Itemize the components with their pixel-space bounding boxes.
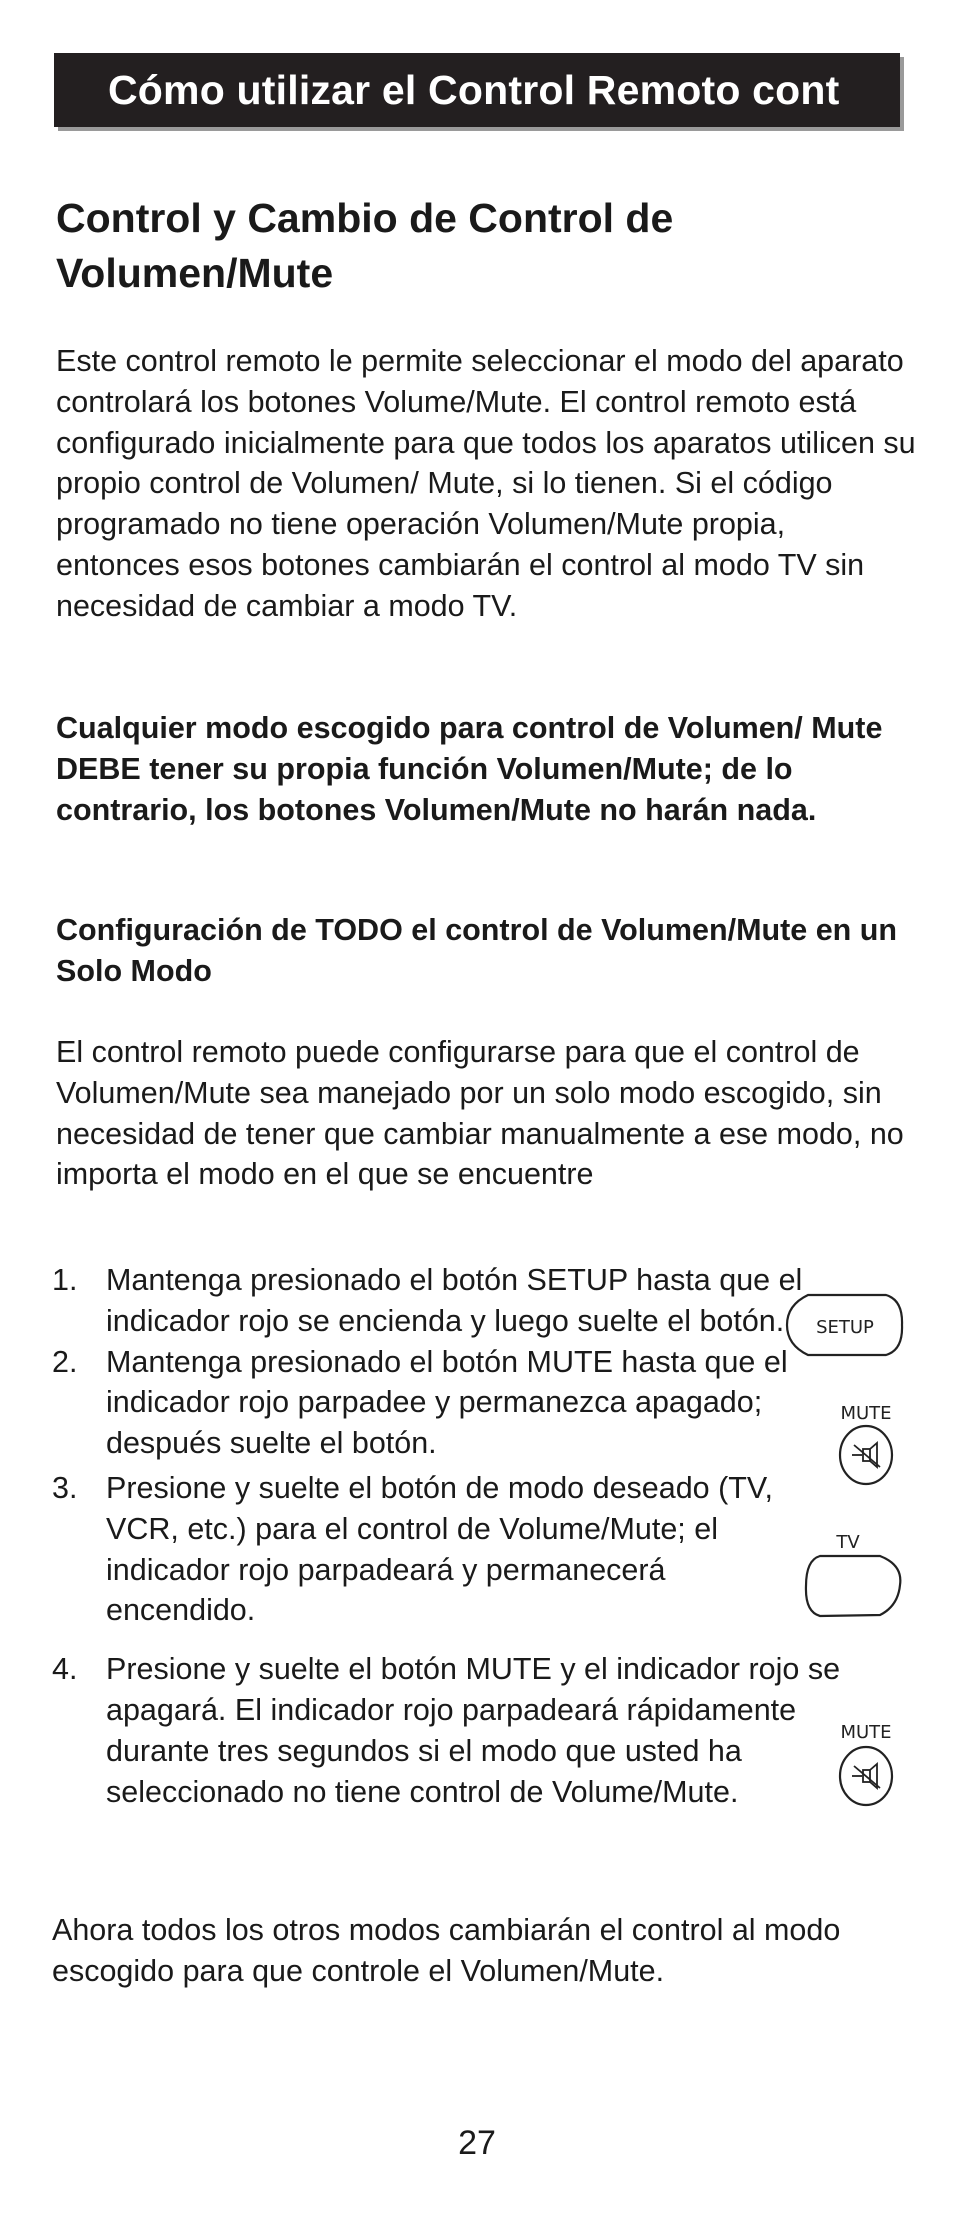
page-number: 27: [458, 2124, 496, 2162]
warning-paragraph: Cualquier modo escogido para control de Volumen/ Mute DEBE tener su propia función Volumen/Mute; de lo contrario, los botones Volumen/Mute no harán nada.: [56, 711, 883, 827]
header-banner: [54, 53, 900, 127]
step-3: [52, 1468, 796, 1631]
subsection-intro: El control remoto puede configurarse para que el control de Volumen/Mute sea manejado por un solo modo escogido, sin necesidad de tener que cambiar manualmente a ese modo, no importa el modo en el que se encuentre: [56, 1035, 904, 1192]
mute-button-label: MUTE: [840, 1403, 892, 1424]
header-title: Cómo utilizar el Control Remoto cont: [108, 66, 840, 113]
step-text: Mantenga presionado el botón SETUP hasta que el indicador rojo se encienda y luego suelte el botón.: [106, 1263, 803, 1338]
step-number: 3.: [52, 1470, 78, 1505]
step-number: 4.: [52, 1652, 78, 1687]
intro-paragraph: Este control remoto le permite seleccionar el modo del aparato controlará los botones Volume/Mute. El control remoto está configurado inicialmente para que todos los aparatos utilicen su propio control de Volumen/ Mute, si lo tienen. Si el código programado no tiene operación Volumen/Mute propia, entonces esos botones cambiarán el control al modo TV sin necesidad de cambiar a modo TV.: [56, 344, 916, 623]
section-title: Control y Cambio de Control de Volumen/Mute: [56, 195, 674, 296]
steps-list: [52, 1260, 902, 1812]
step-text: Mantenga presionado el botón MUTE hasta que el indicador rojo parpadee y permanezca apagado; después suelte el botón.: [106, 1344, 788, 1461]
step-text: Presione y suelte el botón de modo deseado (TV, VCR, etc.) para el control de Volume/Mute; el indicador rojo parpadeará y permanecerá encendido.: [106, 1470, 773, 1628]
step-number: 1.: [52, 1263, 78, 1297]
subsection-title: Configuración de TODO el control de Volumen/Mute en un Solo Modo: [56, 913, 898, 988]
closing-paragraph: Ahora todos los otros modos cambiarán el control al modo escogido para que controle el Volumen/Mute.: [52, 1913, 841, 1988]
step-1: [52, 1260, 844, 1342]
setup-button-label: SETUP: [816, 1317, 874, 1338]
tv-button-label: TV: [836, 1532, 860, 1553]
step-text: Presione y suelte el botón MUTE y el indicador rojo se apagará. El indicador rojo parpadeará rápidamente durante tres segundos si el modo que usted ha seleccionado no tiene control de Volume/Mute.: [106, 1652, 841, 1809]
step-2: [52, 1342, 844, 1464]
step-number: 2.: [52, 1344, 78, 1379]
mute-button-label: MUTE: [840, 1722, 892, 1743]
step-4: [52, 1649, 876, 1812]
